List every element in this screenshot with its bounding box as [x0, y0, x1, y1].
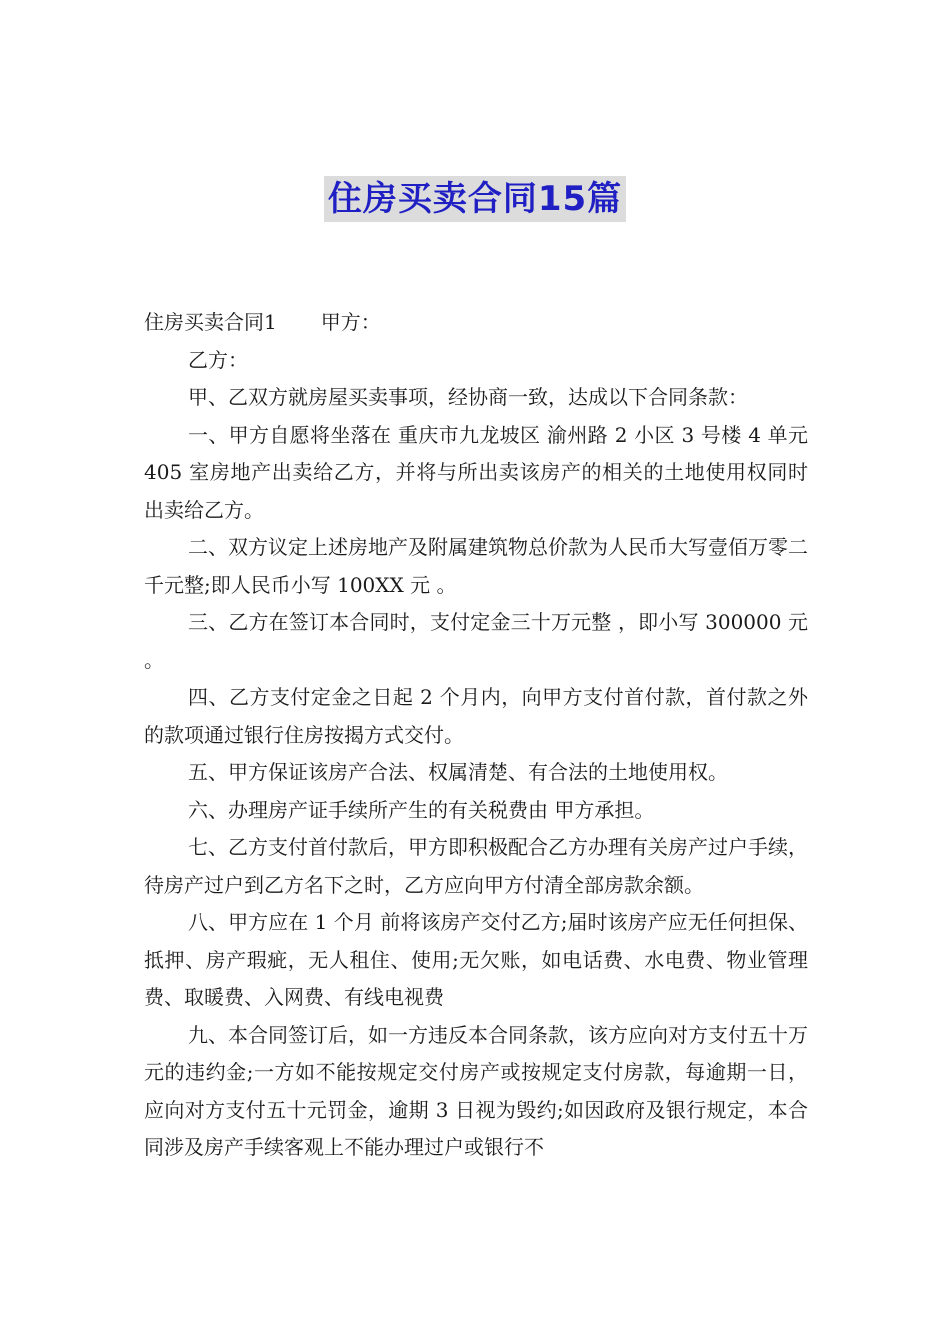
paragraph: 七、乙方支付首付款后，甲方即积极配合乙方办理有关房产过户手续，待房产过户到乙方名下之时，乙方应向甲方付清全部房款余额。	[144, 835, 808, 897]
paragraph: 乙方：	[188, 347, 248, 372]
paragraph: 九、本合同签订后，如一方违反本合同条款，该方应向对方支付五十万 元的违约金;一方如不能按规定交付房产或按规定支付房款，每逾期一日，应向对方支付五十元罚金，逾期 3 日视为毁约;如因政府及银行规定，本合同涉及房产手续客观上不能办理过户或银行不	[144, 1022, 808, 1159]
document-body	[144, 304, 808, 1167]
paragraph: 六、办理房产证手续所产生的有关税费由 甲方承担。	[188, 797, 655, 822]
paragraph: 四、乙方支付定金之日起 2 个月内，向甲方支付首付款，首付款之外的款项通过银行住房按揭方式交付。	[144, 685, 808, 747]
document-title: 住房买卖合同15篇	[324, 176, 626, 222]
contract-heading: 住房买卖合同1	[144, 310, 277, 334]
paragraph: 二、双方议定上述房地产及附属建筑物总价款为人民币大写壹佰万零二千元整;即人民币小写 100XX 元 。	[144, 535, 808, 597]
paragraph: 甲、乙双方就房屋买卖事项，经协商一致，达成以下合同条款：	[188, 385, 748, 409]
paragraph: 五、甲方保证该房产合法、权属清楚、有合法的土地使用权。	[188, 760, 728, 784]
paragraph: 三、乙方在签订本合同时，支付定金三十万元整 ，即小写 300000 元 。	[144, 610, 808, 672]
title-container	[0, 176, 950, 222]
paragraph: 一、甲方自愿将坐落在 重庆市九龙坡区 渝州路 2 小区 3 号楼 4 单元 405 室房地产出卖给乙方，并将与所出卖该房产的相关的土地使用权同时出卖给乙方。	[144, 422, 808, 522]
party-a-label: 甲方：	[320, 310, 381, 334]
paragraph: 八、甲方应在 1 个月 前将该房产交付乙方;届时该房产应无任何担保、抵押、房产瑕疵，无人租住、使用;无欠账，如电话费、水电费、物业管理费、取暖费、入网费、有线电视费	[144, 910, 808, 1009]
first-line	[144, 304, 808, 342]
